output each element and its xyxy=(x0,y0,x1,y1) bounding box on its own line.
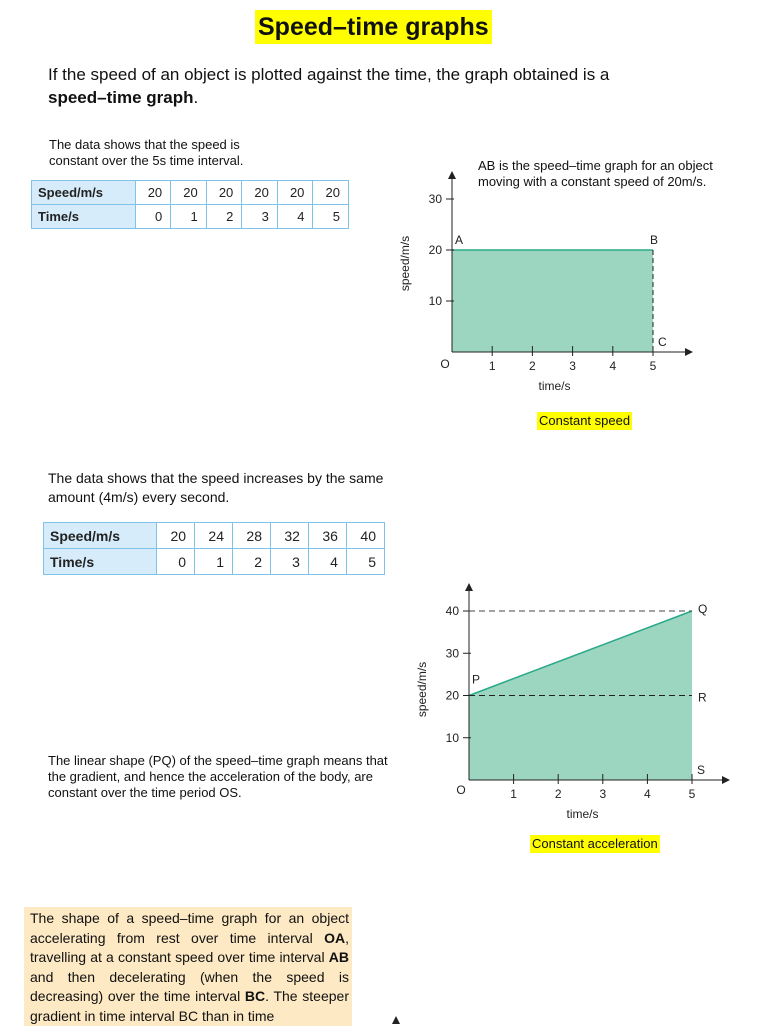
row-header: Time/s xyxy=(32,205,136,229)
table-cell: 28 xyxy=(233,523,271,549)
constant-speed-chart xyxy=(395,165,705,405)
y-tick-label: 40 xyxy=(445,604,459,618)
x-tick-label: 3 xyxy=(599,787,607,801)
table-row xyxy=(44,523,385,549)
x-tick-label: 3 xyxy=(569,359,576,373)
table-cell: 1 xyxy=(195,549,233,575)
next-chart-axis-arrow xyxy=(388,1014,404,1024)
y-tick-label: 20 xyxy=(428,243,442,257)
point-label-o: O xyxy=(440,357,450,371)
table-cell: 36 xyxy=(308,523,346,549)
y-tick-label: 30 xyxy=(445,646,459,661)
table-cell: 24 xyxy=(195,523,233,549)
table-row xyxy=(32,181,349,205)
intro-text xyxy=(48,63,668,109)
table-cell: 20 xyxy=(277,181,313,205)
speed-table-constant xyxy=(31,180,349,229)
x-axis-arrow xyxy=(722,776,730,784)
table-cell: 20 xyxy=(242,181,278,205)
point-label-p: P xyxy=(472,672,481,687)
box-bold-ab: AB xyxy=(328,949,349,965)
point-label-s: S xyxy=(697,763,706,777)
y-axis-label: speed/m/s xyxy=(415,661,429,718)
row-header: Speed/m/s xyxy=(44,523,157,549)
caption-constant-speed: Constant speed xyxy=(539,413,631,428)
x-axis-arrow xyxy=(685,348,693,356)
x-tick-label: 1 xyxy=(488,359,496,373)
section1-graph-note: AB is the speed–time graph for an object moving with a constant speed of 20m/s. xyxy=(478,158,713,189)
speed-table-acceleration xyxy=(43,522,385,575)
table-cell: 3 xyxy=(270,549,308,575)
point-label-r: R xyxy=(698,690,707,705)
point-label-c: C xyxy=(658,335,667,349)
table-cell: 20 xyxy=(171,181,207,205)
y-axis-arrow xyxy=(448,171,456,179)
table-cell: 2 xyxy=(206,205,242,229)
section2-graph-note: The linear shape (PQ) of the speed–time graph means that the gradient, and hence the acceleration of the body, are constant over the time period OS. xyxy=(48,753,388,800)
summary-box xyxy=(24,907,352,1026)
x-tick-label: 4 xyxy=(609,359,617,373)
y-axis-arrow xyxy=(465,583,473,591)
intro-bold-term: speed–time graph xyxy=(48,88,194,107)
x-axis-label: time/s xyxy=(566,807,599,821)
x-tick-label: 4 xyxy=(644,787,651,801)
table-cell: 20 xyxy=(135,181,171,205)
table-cell: 20 xyxy=(206,181,242,205)
point-label-q: Q xyxy=(698,602,708,616)
table-cell: 5 xyxy=(313,205,349,229)
section1-note: The data shows that the speed is constant over the 5s time interval. xyxy=(49,137,244,168)
box-text: The shape of a speed–time graph for an object accelerating from rest over time interval xyxy=(30,910,349,946)
x-tick-label: 2 xyxy=(554,787,562,801)
area-fill xyxy=(452,250,653,352)
y-tick-label: 10 xyxy=(445,730,459,745)
y-tick-label: 30 xyxy=(428,192,442,206)
table-cell: 1 xyxy=(171,205,207,229)
constant-acceleration-chart xyxy=(410,572,740,827)
table-cell: 3 xyxy=(242,205,278,229)
box-bold-oa: OA xyxy=(324,929,346,946)
x-tick-label: 5 xyxy=(688,787,696,801)
table-row xyxy=(32,205,349,229)
x-tick-label: 5 xyxy=(649,359,657,373)
table-cell: 40 xyxy=(346,523,384,549)
section2-note: The data shows that the speed increases by the same amount (4m/s) every second. xyxy=(48,470,384,505)
table-cell: 0 xyxy=(135,205,171,229)
point-label-b: B xyxy=(650,233,659,247)
box-bold-bc: BC xyxy=(244,988,266,1004)
table-cell: 20 xyxy=(157,523,195,549)
y-tick-label: 10 xyxy=(428,294,442,308)
point-label-o: O xyxy=(456,783,466,797)
x-tick-label: 1 xyxy=(510,787,517,801)
page-title: Speed–time graphs xyxy=(255,10,492,44)
box-text: and then decelerating (when the speed is decreasing) over the time interval xyxy=(30,968,349,1004)
y-axis-label: speed/m/s xyxy=(398,235,412,292)
table-cell: 5 xyxy=(346,549,384,575)
table-cell: 20 xyxy=(313,181,349,205)
table-cell: 4 xyxy=(308,549,346,575)
table-cell: 2 xyxy=(233,549,271,575)
intro-line: If the speed of an object is plotted against the time, the graph obtained is a xyxy=(48,65,610,84)
x-tick-label: 2 xyxy=(529,359,536,373)
box-text: , travelling at a constant speed over time interval xyxy=(30,929,349,965)
intro-end: . xyxy=(193,88,199,107)
table-row xyxy=(44,549,385,575)
table-cell: 32 xyxy=(270,523,308,549)
table-cell: 0 xyxy=(157,549,195,575)
caption-constant-acceleration: Constant acceleration xyxy=(532,836,658,851)
box-text: . The steeper gradient in time interval BC than in time xyxy=(30,988,349,1024)
x-axis-label: time/s xyxy=(538,379,571,393)
table-cell: 4 xyxy=(277,205,313,229)
row-header: Time/s xyxy=(44,549,157,575)
y-tick-label: 20 xyxy=(445,688,459,703)
point-label-a: A xyxy=(455,233,464,247)
row-header: Speed/m/s xyxy=(32,181,136,205)
